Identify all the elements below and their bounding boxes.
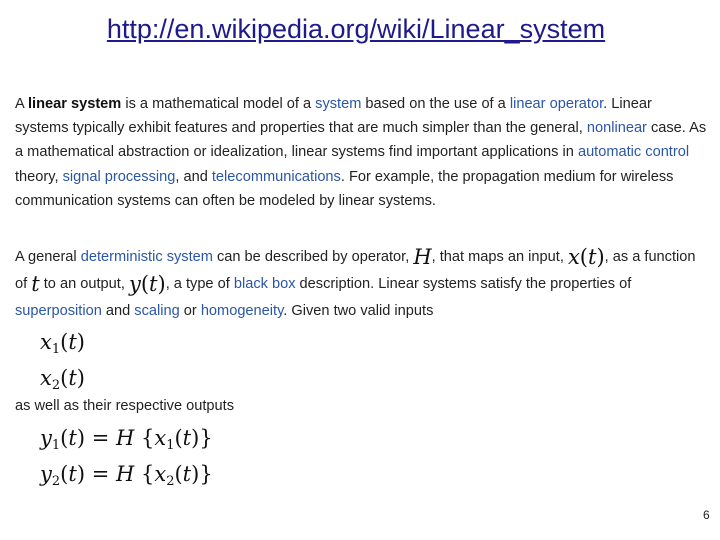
text: and <box>101 303 135 319</box>
link-system[interactable]: system <box>315 96 362 112</box>
link-scaling[interactable]: scaling <box>134 303 180 319</box>
inputs-math-block <box>40 328 85 400</box>
text: , that maps an input, <box>431 249 568 265</box>
math-t: t <box>31 272 40 296</box>
math-output-y-of-t: y(t) <box>128 272 166 296</box>
math-input-x-of-t: x(t) <box>567 245 605 269</box>
link-automatic-control[interactable]: automatic control <box>577 144 690 161</box>
text: based on the use of a <box>361 96 510 112</box>
wikipedia-url-link[interactable]: http://en.wikipedia.org/wiki/Linear_system <box>106 14 606 44</box>
math-operator-h: H <box>413 245 432 269</box>
link-superposition[interactable]: superposition <box>15 303 102 319</box>
text: , a type of <box>165 276 234 292</box>
paragraph-operator <box>15 244 707 325</box>
text: . For example, the propagation medium for wireless communication systems can often be modeled by linear systems. <box>15 168 674 209</box>
link-signal-processing[interactable]: signal processing <box>62 168 176 185</box>
text: can be described by operator, <box>212 249 414 265</box>
text: , and <box>175 168 212 185</box>
text: case. As a mathematical abstraction or idealization, linear systems find important applications in <box>15 120 707 161</box>
page-number: 6 <box>703 508 710 522</box>
link-deterministic-system[interactable]: deterministic system <box>80 249 213 265</box>
link-telecommunications[interactable]: telecommunications <box>211 168 341 185</box>
link-nonlinear[interactable]: nonlinear <box>586 120 647 137</box>
math-x2-of-t: $x_2(t)$ <box>40 366 85 393</box>
text: . Linear systems typically exhibit features and properties that are much simpler than the general, <box>15 96 652 137</box>
paragraph-outputs-intro: as well as their respective outputs <box>15 398 235 414</box>
paragraph-definition <box>15 92 707 213</box>
link-black-box[interactable]: black box <box>233 276 296 292</box>
link-linear-operator[interactable]: linear operator <box>509 96 604 112</box>
text: . Given two valid inputs <box>283 303 434 319</box>
link-homogeneity[interactable]: homogeneity <box>200 303 284 319</box>
text: A <box>15 96 28 112</box>
text: to an output, <box>39 276 129 292</box>
text: description. Linear systems satisfy the properties of <box>295 276 632 292</box>
bold-term: linear system <box>27 96 122 112</box>
text: theory, <box>15 168 63 185</box>
text: is a mathematical model of a <box>121 96 316 112</box>
text: A general <box>15 249 81 265</box>
math-y1-equation: $y_1(t) = H$ $\{x_1(t)\}$ <box>40 426 213 453</box>
text: , as a function of <box>15 249 696 292</box>
math-y2-equation: $y_2(t) = H$ $\{x_2(t)\}$ <box>40 462 213 489</box>
outputs-math-block <box>40 424 213 496</box>
math-x1-of-t: $x_1(t)$ <box>40 330 85 357</box>
text: or <box>179 303 201 319</box>
